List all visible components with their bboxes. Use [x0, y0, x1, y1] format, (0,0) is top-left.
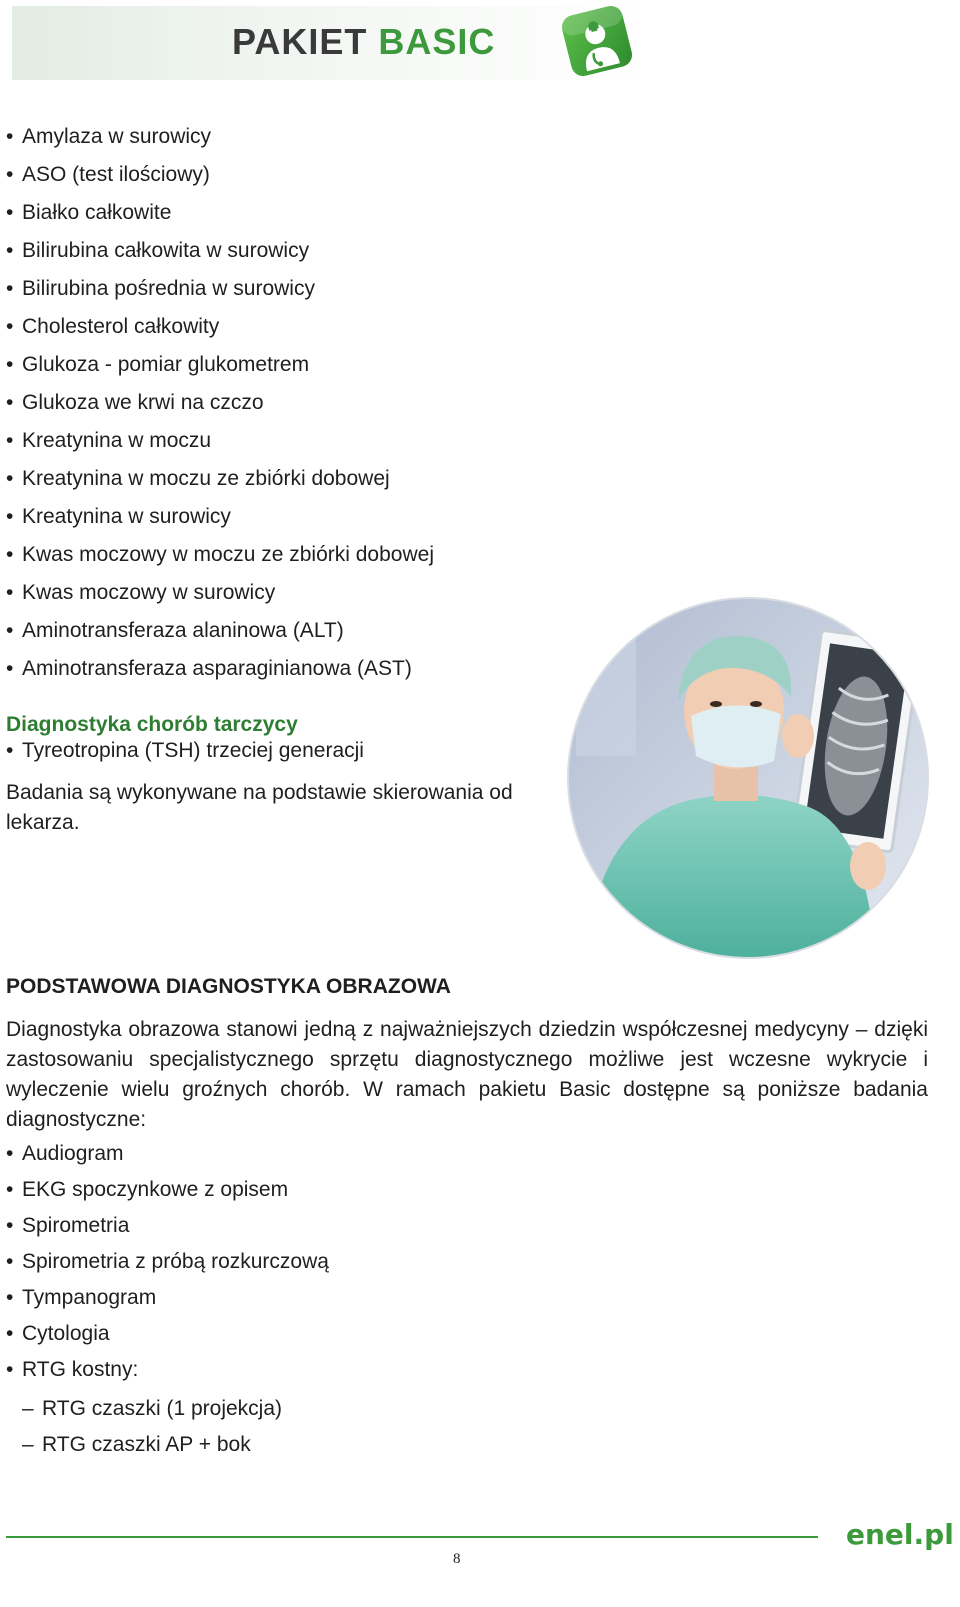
- list-item: • Kreatynina w moczu: [6, 425, 434, 463]
- footer-divider: [6, 1536, 818, 1538]
- imaging-heading: PODSTAWOWA DIAGNOSTYKA OBRAZOWA: [6, 975, 451, 998]
- list-item: • Spirometria z próbą rozkurczową: [6, 1248, 329, 1284]
- list-item: • Aminotransferaza asparaginianowa (AST): [6, 653, 434, 691]
- list-item: • Glukoza we krwi na czczo: [6, 387, 434, 425]
- list-item: • Amylaza w surowicy: [6, 121, 434, 159]
- doctor-icon: [558, 2, 636, 80]
- list-item: • Bilirubina pośrednia w surowicy: [6, 273, 434, 311]
- package-title-part2: BASIC: [378, 21, 496, 62]
- list-item: • Białko całkowite: [6, 197, 434, 235]
- referral-note: Badania są wykonywane na podstawie skierowania od lekarza.: [6, 781, 513, 834]
- doctor-xray-photo: [566, 596, 930, 960]
- package-title: [232, 20, 495, 64]
- list-item: • Audiogram: [6, 1140, 329, 1176]
- list-item: • Kreatynina w surowicy: [6, 501, 434, 539]
- list-item: • Kreatynina w moczu ze zbiórki dobowej: [6, 463, 434, 501]
- sub-list-item: – RTG czaszki AP + bok: [22, 1431, 282, 1467]
- list-item: • Tympanogram: [6, 1284, 329, 1320]
- list-item: • Cytologia: [6, 1320, 329, 1356]
- list-item: • Kwas moczowy w moczu ze zbiórki dobowej: [6, 539, 434, 577]
- list-item: • RTG kostny:: [6, 1356, 329, 1392]
- lab-tests-list: [6, 121, 434, 691]
- list-item: • Tyreotropina (TSH) trzeciej generacji: [6, 737, 364, 765]
- list-item: • Bilirubina całkowita w surowicy: [6, 235, 434, 273]
- thyroid-tests-list: [6, 737, 364, 765]
- list-item: • Aminotransferaza alaninowa (ALT): [6, 615, 434, 653]
- list-item: • Kwas moczowy w surowicy: [6, 577, 434, 615]
- list-item: • Glukoza - pomiar glukometrem: [6, 349, 434, 387]
- imaging-tests-list: [6, 1140, 329, 1392]
- thyroid-heading: Diagnostyka chorób tarczycy: [6, 713, 298, 736]
- page-number: 8: [453, 1551, 461, 1567]
- rtg-sublist: [22, 1395, 282, 1467]
- list-item: • ASO (test ilościowy): [6, 159, 434, 197]
- list-item: • Cholesterol całkowity: [6, 311, 434, 349]
- package-title-part1: PAKIET: [232, 21, 368, 62]
- brand-logo: enel.pl: [846, 1518, 954, 1551]
- list-item: • Spirometria: [6, 1212, 329, 1248]
- list-item: • EKG spoczynkowe z opisem: [6, 1176, 329, 1212]
- sub-list-item: – RTG czaszki (1 projekcja): [22, 1395, 282, 1431]
- imaging-intro: Diagnostyka obrazowa stanowi jedną z najważniejszych dziedzin współczesnej medycyny – dzięki zastosowaniu specjalistycznego sprzętu diagnostycznego możliwe jest wczesne wykrycie i wyleczenie wielu groźnych chorób. W ramach pakietu Basic dostępne są poniższe badania diagnostyczne:: [6, 1018, 928, 1131]
